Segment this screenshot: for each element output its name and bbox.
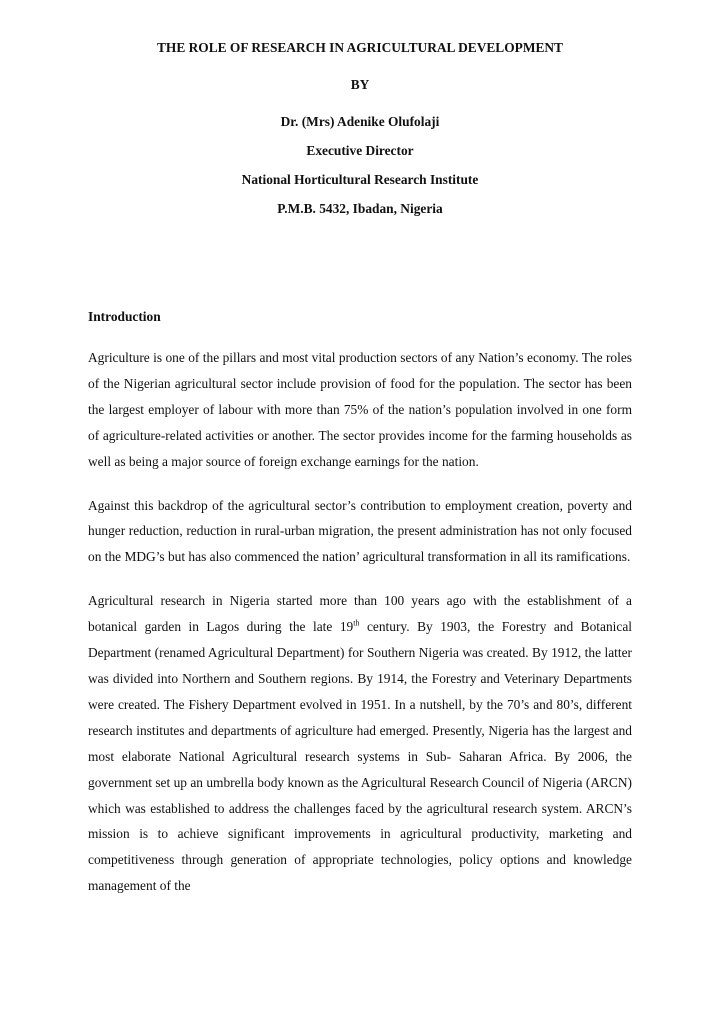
ordinal-superscript: th bbox=[353, 618, 360, 628]
paragraph-3-text-start: Agricultural research in Nigeria started more than 100 years ago with the establishment of a botanical garden in Lagos during the late 19 bbox=[88, 593, 632, 635]
author-name: Dr. (Mrs) Adenike Olufolaji bbox=[280, 114, 440, 129]
paragraph-1: Agriculture is one of the pillars and most vital production sectors of any Nation’s economy. The roles of the Nigerian agricultural sector include provision of food for the population. The sector has been the largest employer of labour with more than 75% of the nation’s population involved in one form of agriculture-related activities or another. The sector provides income for the farming households as well as being a major source of foreign exchange earnings for the nation. bbox=[88, 350, 632, 469]
paragraph-2: Against this backdrop of the agricultural sector’s contribution to employment creation, poverty and hunger reduction, reduction in rural-urban migration, the present administration has not only focused on the MDG’s but has also commenced the nation’ agricultural transformation in all its ramifications. bbox=[88, 497, 632, 565]
author-role: Executive Director bbox=[306, 143, 414, 158]
author-institute: National Horticultural Research Institute bbox=[241, 172, 479, 187]
author-address: P.M.B. 5432, Ibadan, Nigeria bbox=[277, 201, 443, 216]
document-title: THE ROLE OF RESEARCH IN AGRICULTURAL DEVELOPMENT bbox=[156, 40, 563, 55]
paragraph-3-text-end: century. By 1903, the Forestry and Botanical Department (renamed Agricultural Department) for Southern Nigeria was created. By 1912, the latter was divided into Northern and Southern regions. By 1914, the Forestry and Veterinary Departments were created. The Fishery Department evolved in 1951. In a nutshell, by the 70’s and 80’s, different research institutes and departments of agriculture had emerged. Presently, Nigeria has the largest and most elaborate National Agricultural research systems in Sub- Saharan Africa. By 2006, the government set up an umbrella body known as the Agricultural Research Council of Nigeria (ARCN) which was established to address the challenges faced by the agricultural research system. ARCN’s mission is to achieve significant improvements in agricultural productivity, marketing and competitiveness through generation of appropriate technologies, policy options and knowledge management of the bbox=[88, 619, 632, 894]
paragraph-3 bbox=[88, 588, 632, 899]
by-line: BY bbox=[350, 77, 370, 92]
section-heading-introduction: Introduction bbox=[88, 309, 161, 324]
